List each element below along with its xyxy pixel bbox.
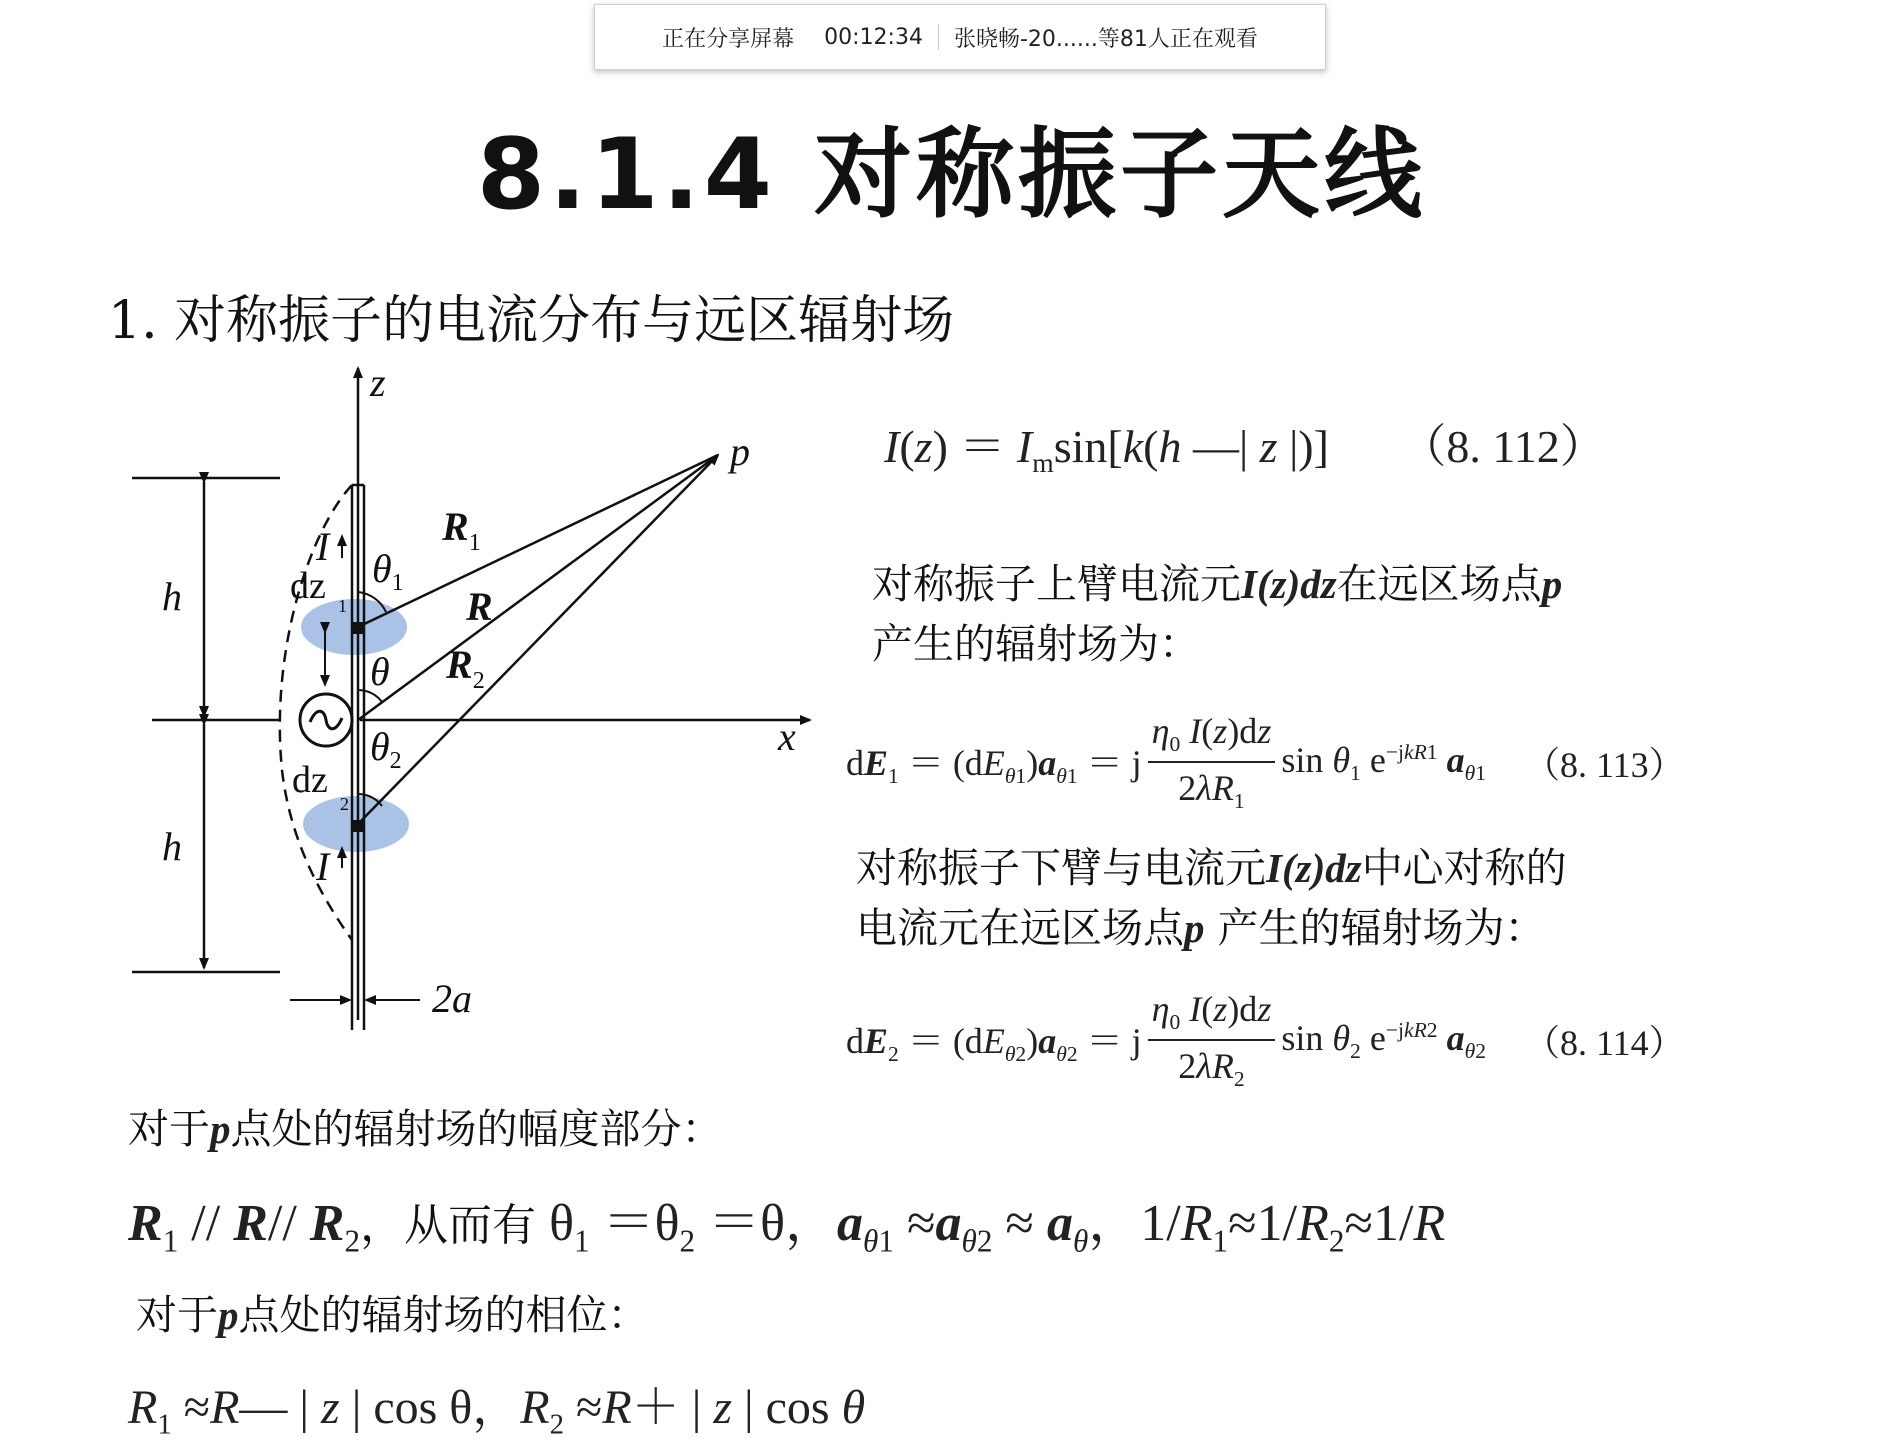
- dz-bottom-label: dz: [292, 759, 328, 801]
- equation-8-112: $I(z) = I_m\sin[k(h$ —| z |)] （8. 112）: [884, 421, 1606, 479]
- z-label: z: [370, 360, 386, 405]
- upper-arm-text: 对称振子上臂电流元I(z)dz在远区场点p 产生的辐射场为：: [872, 560, 1563, 668]
- share-status: 正在分享屏幕: [662, 26, 795, 52]
- share-timer: 00:12:34: [824, 24, 923, 50]
- dz-top-label: dz: [290, 565, 326, 607]
- R-line: [358, 455, 718, 720]
- phase-approximation: $R_1$ ≈R— | z | cos θ，$R_2 \approx R+$ | z | cos θ: [128, 1381, 866, 1441]
- theta-label: θ: [370, 649, 390, 694]
- equation-8-114: $dE_2 = (dE_{\theta 2})a_{\theta 2} = j$ $\frac{\eta_0 I(z)dz}{2\lambda R_2}$ $\sin \theta_2$ $e^{-jkR2}$ $a_{\theta 2}$ （8. 114）: [846, 989, 1685, 1092]
- section-heading: 1. 对称振子的电流分布与远区辐射场: [108, 291, 955, 351]
- R2-line: [358, 455, 718, 824]
- width-label: 2a: [432, 976, 472, 1021]
- R1-label: $R_1$: [442, 504, 481, 556]
- amplitude-label: 对于p点处的辐射场的幅度部分：: [128, 1105, 723, 1153]
- dipole-antenna-diagram: [120, 360, 820, 1040]
- R-label: R: [466, 584, 493, 629]
- I-top-label: I: [316, 524, 330, 569]
- R1-line: [358, 455, 718, 627]
- equation-number-113: （8. 113）: [1523, 744, 1685, 785]
- viewer-count[interactable]: 张晓畅-20......等81人正在观看: [953, 26, 1258, 52]
- h-bottom-label: h: [162, 824, 182, 869]
- phase-label: 对于p点处的辐射场的相位：: [136, 1291, 649, 1339]
- svg-text:1: 1: [338, 596, 347, 616]
- x-label: x: [778, 714, 796, 759]
- theta1-label: $\theta_1$: [372, 546, 404, 596]
- screen-share-bar[interactable]: [594, 4, 1326, 70]
- equation-number-114: （8. 114）: [1523, 1022, 1685, 1063]
- h-top-label: h: [162, 574, 182, 619]
- I-bottom-label: I: [316, 844, 330, 889]
- svg-text:2: 2: [340, 794, 349, 814]
- lower-arm-text: 对称振子下臂与电流元I(z)dz中心对称的 电流元在远区场点p 产生的辐射场为：: [856, 844, 1567, 952]
- R2-label: $R_2$: [446, 642, 485, 694]
- equation-8-113: $dE_1 = (dE_{\theta 1})a_{\theta 1} = j$ $\frac{\eta_0 I(z)dz}{2\lambda R_1}$ $\sin \theta_1$ $e^{-jkR1}$ $a_{\theta 1}$ （8. 113）: [846, 711, 1685, 814]
- slide-title: 8.1.4 对称振子天线: [476, 118, 1427, 232]
- theta2-label: $\theta_2$: [370, 724, 402, 774]
- amplitude-approximation: $R_1 // R//$ $R_2$，从而有 $\theta_1 =\theta_2 =\theta$，$a_{\theta 1} \approx a_{\theta 2} \approx a_\theta$，$1/R_1\approx 1/R_2\approx 1/R$: [128, 1195, 1446, 1259]
- p-label: p: [730, 429, 750, 474]
- equation-number-112: （8. 112）: [1400, 421, 1606, 472]
